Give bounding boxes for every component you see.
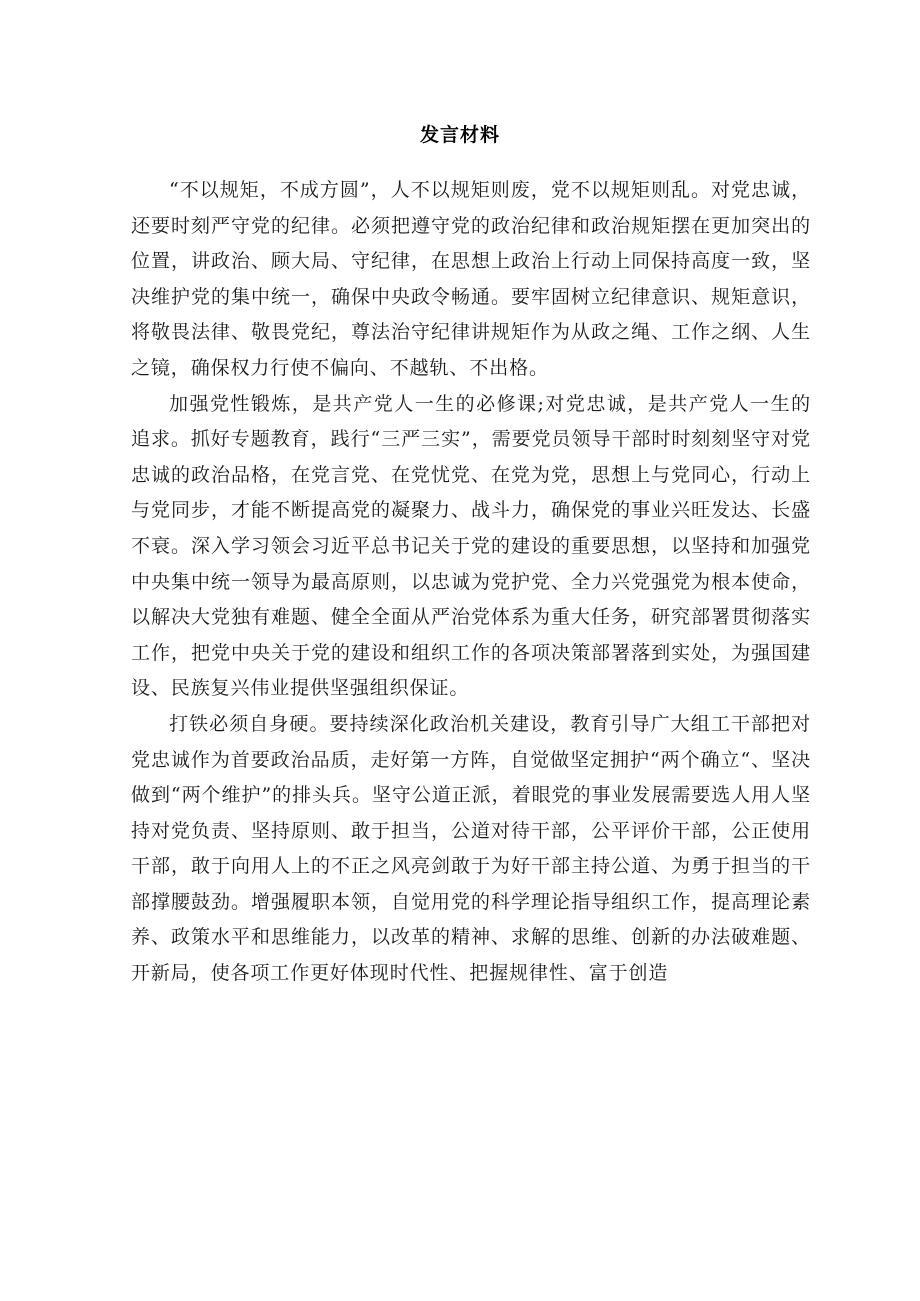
paragraph-1: “不以规矩，不成方圆”，人不以规矩则废，党不以规矩则乱。对党忠诚，还要时刻严守党的纪律。必须把遵守党的政治纪律和政治规矩摆在更加突出的位置，讲政治、顾大局、守纪律，在思想上政治上行动上同保持高度一致，坚决维护党的集中统一，确保中央政令畅通。要牢固树立纪律意识、规矩意识，将敬畏法律、敬畏党纪，尊法治守纪律讲规矩作为从政之绳、工作之纲、人生之镜，确保权力行使不偏向、不越轨、不出格。	[131, 179, 811, 379]
document-title: 发言材料	[419, 124, 500, 146]
paragraph-2: 加强党性锻炼，是共产党人一生的必修课;对党忠诚，是共产党人一生的追求。抓好专题教育，践行“三严三实”，需要党员领导干部时时刻刻坚守对党忠诚的政治品格，在党言党、在党忧党、在党为党，思想上与党同心，行动上与党同步，才能不断提高党的凝聚力、战斗力，确保党的事业兴旺发达、长盛不衰。深入学习领会习近平总书记关于党的建设的重要思想，以坚持和加强党中央集中统一领导为最高原则，以忠诚为党护党、全力兴党强党为根本使命，以解决大党独有难题、健全全面从严治党体系为重大任务，研究部署贯彻落实工作，把党中央关于党的建设和组织工作的各项决策部署落到实处，为强国建设、民族复兴伟业提供坚强组织保证。	[131, 392, 811, 700]
paragraph-3: 打铁必须自身硬。要持续深化政治机关建设，教育引导广大组工干部把对党忠诚作为首要政治品质，走好第一方阵，自觉做坚定拥护“两个确立“、坚决做到“两个维护”的排头兵。坚守公道正派，着眼党的事业发展需要选人用人坚持对党负责、坚持原则、敢于担当，公道对待干部，公平评价干部，公正使用干部，敢于向用人上的不正之风亮剑敢于为好干部主持公道、为勇于担当的干部撑腰鼓劲。增强履职本领，自觉用党的科学理论指导组织工作，提高理论素养、政策水平和思维能力，以改革的精神、求解的思维、创新的办法破难题、开新局，使各项工作更好体现时代性、把握规律性、富于创造	[131, 712, 811, 985]
document-body	[131, 173, 811, 992]
